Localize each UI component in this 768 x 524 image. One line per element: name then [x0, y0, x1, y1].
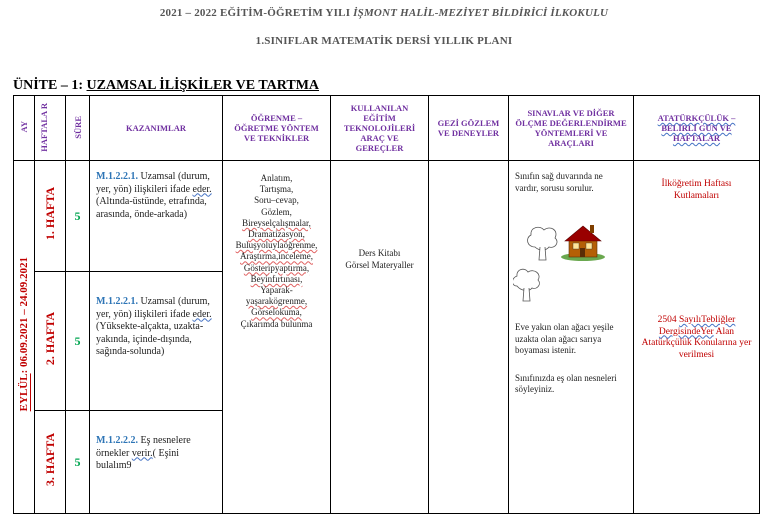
evaluation-q3: Sınıfınızda eş olan nesneleri söyleyiniz. — [515, 372, 617, 394]
evaluation-q2: Eve yakın olan ağacı yeşile uzakta olan ağacı sarıya boyaması istenir. — [515, 322, 614, 355]
col-sinavlar: SINAVLAR VE DİĞER ÖLÇME DEĞERLENDİRME YÖNTEMLERİ VE ARAÇLARI — [509, 96, 634, 161]
header-year: 2021 – 2022 EĞİTİM-ÖĞRETİM YILI — [159, 7, 354, 19]
unit-name: UZAMSAL İLİŞKİLER VE TARTMA — [86, 78, 320, 93]
header-school-name: İŞMONT HALİL-MEZİYET BİLDİRİCİ İLKOKULU — [353, 7, 609, 19]
objective-3: M.1.2.2.2. Eş nesnelere örnekler verir.( Eşini bulalım9 — [90, 411, 223, 514]
house-icon — [561, 225, 605, 261]
method-item: yaşarakögrenme, — [245, 296, 308, 307]
ataturk-item-2: 2504 SayılıTebliğler DergisindeYer Alan Atatürkçülük Konularına yer verilmesi — [641, 315, 752, 360]
field-trip-cell — [429, 161, 509, 514]
col-ataturkculuk: ATATÜRKÇÜLÜK – BELİRLİ GÜN VE HAFTALAR — [634, 96, 760, 161]
col-hafta: HAFTALA R — [35, 96, 66, 161]
week-label-3: 3. HAFTA — [35, 411, 66, 514]
unit-title — [13, 78, 319, 94]
objective-1: M.1.2.2.1. Uzamsal (durum, yer, yön) ilişkileri ifade eder.(Altında-üstünde, etrafında, arasında, önde-arkada) — [90, 161, 223, 272]
week-hours-1: 5 — [66, 161, 90, 272]
col-kazanimlar: KAZANIMLAR — [90, 96, 223, 161]
col-gezi: GEZİ GÖZLEM VE DENEYLER — [429, 96, 509, 161]
week-hours-3: 5 — [66, 411, 90, 514]
week-label-2: 2. HAFTA — [35, 272, 66, 411]
month-cell — [14, 161, 35, 514]
method-item: Görselokuma, — [251, 307, 302, 318]
method-item: Yaparak- — [260, 285, 293, 296]
month-name: EYLÜL — [18, 373, 30, 412]
methods-cell — [223, 161, 331, 514]
method-item: Gösteripyaptırma, — [243, 262, 310, 273]
method-item: Tartışma, — [259, 184, 294, 195]
method-item: Soru–cevap, — [254, 195, 299, 206]
method-item: Buluşyoluylaöğrenme, — [235, 240, 318, 251]
week-row-1 — [14, 161, 760, 272]
method-item: Anlatım, — [260, 173, 293, 183]
col-araclar: KULLANILAN EĞİTİM TEKNOLOJİLERİ ARAÇ VE GEREÇLER — [331, 96, 429, 161]
far-tree-icon — [513, 269, 539, 301]
ataturk-cell — [634, 161, 760, 514]
week-label-1: 1. HAFTA — [35, 161, 66, 272]
near-tree-icon — [528, 227, 558, 260]
school-header — [0, 7, 768, 19]
col-sure: SÜRE — [66, 96, 90, 161]
objective-2: M.1.2.2.1. Uzamsal (durum, yer, yön) ilişkileri ifade eder.(Yüksekte-alçakta, uzakta-yakında, içinde-dışında, sağında-solunda) — [90, 272, 223, 411]
method-item: Çıkarımda bulunma — [240, 318, 313, 329]
tool-item: Ders Kitabı — [358, 248, 401, 258]
month-range: : 06.09.2021 – 24.09.2021 — [18, 257, 30, 374]
week-hours-2: 5 — [66, 272, 90, 411]
plan-title: 1.SINIFLAR MATEMATİK DERSİ YILLIK PLANI — [255, 35, 513, 47]
evaluation-q1: Sınıfın sağ duvarında ne vardır, sorusu sorulur. — [515, 171, 603, 193]
method-item: Beyinfırtınası, — [250, 273, 303, 284]
method-item: Gözlem, — [261, 206, 292, 217]
ataturk-item-1: İlköğretim Haftası Kutlamaları — [661, 179, 732, 201]
plan-table — [13, 95, 760, 514]
evaluation-cell — [509, 161, 634, 514]
method-item: Bireyselçalışmalar, — [242, 217, 311, 228]
col-yontem: ÖĞRENME – ÖĞRETME YÖNTEM VE TEKNİKLER — [223, 96, 331, 161]
method-item: Araştırma,inceleme, — [240, 251, 313, 262]
header-row — [14, 96, 760, 161]
col-ay: AY — [14, 96, 35, 161]
method-item: Dramatizasyon, — [248, 229, 305, 240]
tool-item: Görsel Materyaller — [345, 260, 414, 270]
unit-prefix: ÜNİTE – 1: — [13, 78, 87, 93]
tree-house-illustration — [513, 214, 618, 314]
tools-cell — [331, 161, 429, 514]
